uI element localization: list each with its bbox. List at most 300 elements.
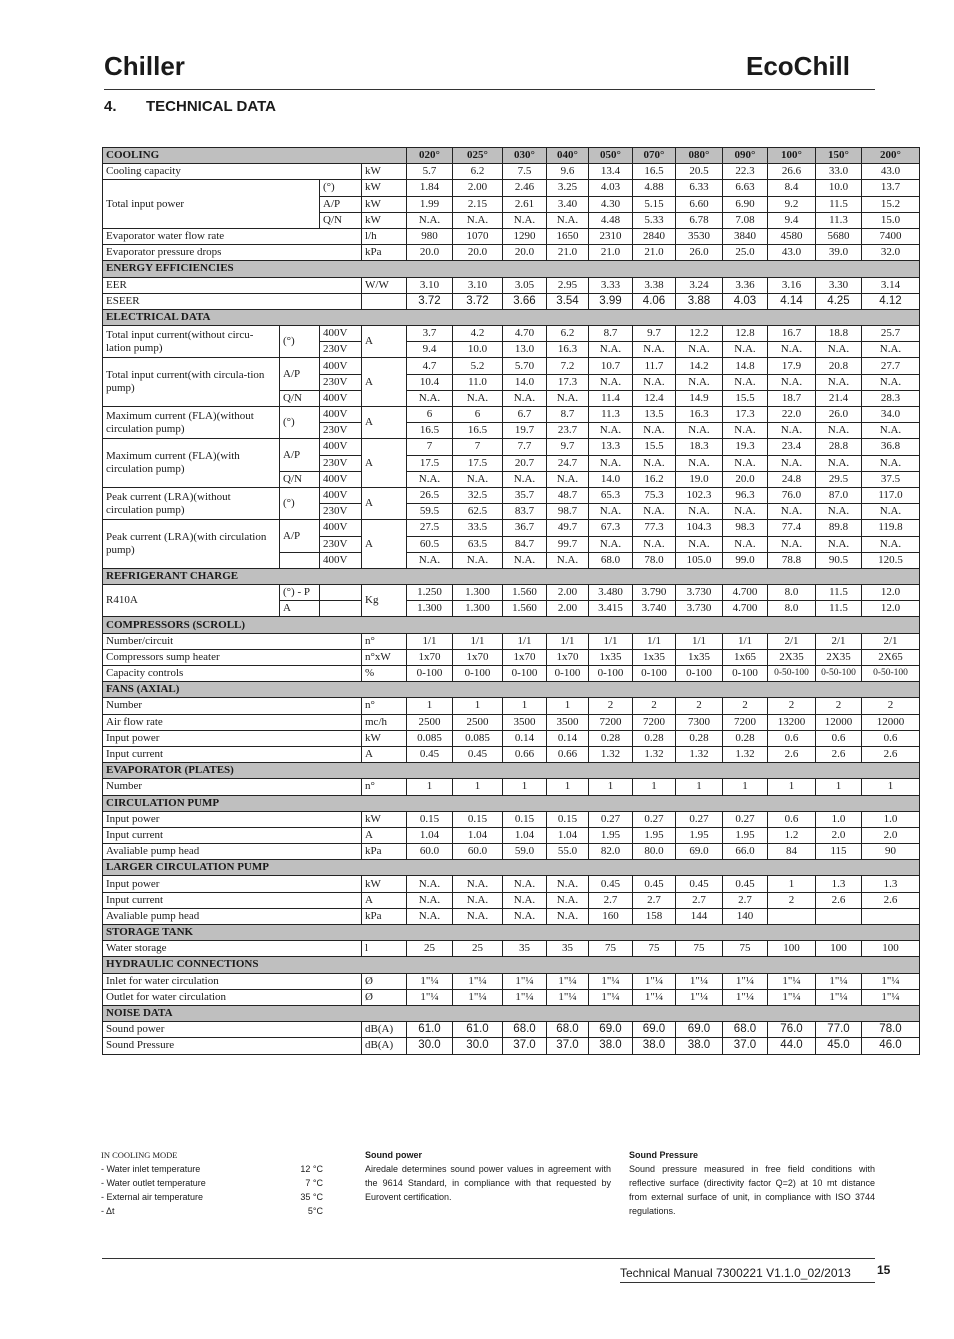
value-cell: 20.0 [407,245,453,261]
value-cell: 3.38 [633,277,676,293]
value-cell: 11.5 [816,601,862,617]
value-cell: 2.00 [453,180,503,196]
value-cell: N.A. [547,390,589,406]
row-label-cell: kW [362,876,407,892]
value-cell: N.A. [768,504,816,520]
value-cell: 6.33 [676,180,723,196]
value-cell: 9.6 [547,164,589,180]
row-label-cell: Number/circuit [103,633,362,649]
table-row [103,779,920,795]
value-cell: N.A. [453,471,503,487]
value-cell: 0-100 [676,666,723,682]
value-cell: 25.0 [723,245,768,261]
value-cell: 67.3 [589,520,633,536]
header-product-type: Chiller [104,51,185,81]
value-cell: 1 [547,779,589,795]
value-cell: 28.8 [816,439,862,455]
value-cell: 8.7 [589,326,633,342]
model-header: 150° [816,148,862,164]
value-cell: N.A. [816,423,862,439]
value-cell: 1.32 [589,746,633,762]
section-header-row [103,763,920,779]
value-cell: 100 [862,941,920,957]
value-cell: 0.28 [633,730,676,746]
model-header: 030° [503,148,547,164]
value-cell: 6 [407,407,453,423]
header-product-name: EcoChill [745,51,850,81]
value-cell: 3.40 [547,196,589,212]
cooling-mode-title: IN COOLING MODE [101,1150,178,1160]
value-cell: 96.3 [723,487,768,503]
value-cell: 2.6 [862,892,920,908]
value-cell: 2.15 [453,196,503,212]
section-header-label: NOISE DATA [103,1005,920,1021]
value-cell: 15.2 [862,196,920,212]
section-header-label: REFRIGERANT CHARGE [103,568,920,584]
table-row [103,649,920,665]
value-cell: 2500 [407,714,453,730]
value-cell: N.A. [768,423,816,439]
value-cell: 1 [453,698,503,714]
value-cell: 1.32 [723,746,768,762]
value-cell: N.A. [723,374,768,390]
value-cell: N.A. [768,342,816,358]
row-label-cell: (°) - P [280,585,320,601]
value-cell: 1.560 [503,601,547,617]
value-cell: 1 [768,779,816,795]
value-cell: 1"¼ [676,973,723,989]
value-cell: 1 [676,779,723,795]
value-cell: N.A. [862,374,920,390]
cooling-condition-row [101,1162,323,1176]
row-label-cell: Q/N [320,212,362,228]
value-cell: 38.0 [589,1038,633,1054]
value-cell: 76.0 [768,1022,816,1038]
row-label-cell: 230V [320,423,362,439]
value-cell: 1.250 [407,585,453,601]
row-label-cell: l [362,941,407,957]
value-cell: 17.9 [768,358,816,374]
value-cell: 2.00 [547,585,589,601]
value-cell: 102.3 [676,487,723,503]
sound-power-text: Airedale determines sound power values in agreement with the 9614 Standard, in compliance with that requested by Eurovent certification. [365,1164,611,1202]
table-row [103,487,920,503]
value-cell: 21.4 [816,390,862,406]
row-label-cell: 400V [320,520,362,536]
value-cell: 0.27 [676,811,723,827]
value-cell: 38.0 [633,1038,676,1054]
value-cell: 30.0 [453,1038,503,1054]
row-label-cell: A/P [280,439,320,471]
value-cell: N.A. [862,504,920,520]
value-cell: 0-100 [503,666,547,682]
row-label-cell: Maximum current (FLA)(without circulation pump) [103,407,280,439]
row-label-cell: Inlet for water circulation [103,973,362,989]
table-row [103,746,920,762]
value-cell: 4.7 [407,358,453,374]
value-cell: 2X65 [862,649,920,665]
value-cell: 3.740 [633,601,676,617]
value-cell: 1"¼ [723,989,768,1005]
value-cell: 12.0 [862,585,920,601]
row-label-cell: 230V [320,374,362,390]
value-cell: 20.0 [503,245,547,261]
value-cell: 0.28 [723,730,768,746]
value-cell: 19.3 [723,439,768,455]
table-row [103,180,920,196]
cooling-condition-row [101,1176,323,1190]
value-cell: 1 [633,779,676,795]
value-cell: 1x70 [503,649,547,665]
row-label-cell: A [362,407,407,439]
value-cell: N.A. [547,552,589,568]
row-label-cell: kW [362,212,407,228]
value-cell: 0-50-100 [816,666,862,682]
value-cell: 14.9 [676,390,723,406]
table-row [103,1038,920,1054]
value-cell: 19.7 [503,423,547,439]
value-cell: 22.0 [768,407,816,423]
table-row [103,439,920,455]
value-cell: N.A. [453,908,503,924]
value-cell: 61.0 [453,1022,503,1038]
value-cell: 0.45 [676,876,723,892]
value-cell: 0.45 [453,746,503,762]
value-cell: 2.46 [503,180,547,196]
row-label-cell: 400V [320,439,362,455]
value-cell: 1"¼ [768,989,816,1005]
value-cell: 69.0 [633,1022,676,1038]
table-row [103,730,920,746]
value-cell: 60.0 [407,844,453,860]
value-cell: 25 [407,941,453,957]
value-cell: 1 [547,698,589,714]
section-header-label: COOLING [103,148,407,164]
value-cell: 3.730 [676,601,723,617]
value-cell: 4.03 [589,180,633,196]
value-cell: 11.3 [816,212,862,228]
value-cell: 0.15 [407,811,453,827]
value-cell: 21.0 [547,245,589,261]
value-cell: N.A. [407,212,453,228]
value-cell: 37.5 [862,471,920,487]
section-header-label: HYDRAULIC CONNECTIONS [103,957,920,973]
value-cell: 12.4 [633,390,676,406]
row-label-cell: mc/h [362,714,407,730]
value-cell: 1"¼ [453,989,503,1005]
value-cell: 0-100 [547,666,589,682]
value-cell: 14.2 [676,358,723,374]
value-cell: 1"¼ [407,973,453,989]
value-cell: 84.7 [503,536,547,552]
value-cell: 117.0 [862,487,920,503]
value-cell: 75 [589,941,633,957]
row-label-cell: Maximum current (FLA)(with circulation pump) [103,439,280,488]
value-cell: 3530 [676,228,723,244]
model-header: 040° [547,148,589,164]
row-label-cell: n° [362,633,407,649]
value-cell: 2310 [589,228,633,244]
row-label-cell: dB(A) [362,1022,407,1038]
value-cell: 6.2 [547,326,589,342]
value-cell: 25 [453,941,503,957]
model-header: 070° [633,148,676,164]
value-cell: 6.90 [723,196,768,212]
value-cell: N.A. [589,536,633,552]
row-label-cell: Input power [103,811,362,827]
value-cell: 2.7 [723,892,768,908]
value-cell: 60.5 [407,536,453,552]
value-cell: 3840 [723,228,768,244]
row-label-cell: Peak current (LRA)(with circulation pump) [103,520,280,569]
value-cell: 34.0 [862,407,920,423]
row-label-cell: A/P [280,520,320,552]
value-cell: 1.32 [633,746,676,762]
value-cell: 69.0 [589,1022,633,1038]
row-label-cell: Evaporator water flow rate [103,228,362,244]
value-cell: 0-100 [633,666,676,682]
row-label-cell: A [362,439,407,488]
value-cell: N.A. [407,471,453,487]
row-label-cell: (°) [280,487,320,519]
value-cell: 0.15 [503,811,547,827]
model-header: 080° [676,148,723,164]
section-header-row [103,795,920,811]
value-cell: 1 [816,779,862,795]
row-label-cell: Cooling capacity [103,164,362,180]
value-cell: 10.4 [407,374,453,390]
section-number: 4. [104,98,117,115]
value-cell: 3.30 [816,277,862,293]
value-cell: 3.72 [453,293,503,309]
row-label-cell: kW [362,811,407,827]
row-label-cell: Input power [103,876,362,892]
value-cell: 1.300 [453,601,503,617]
row-label-cell: n° [362,779,407,795]
value-cell: 24.7 [547,455,589,471]
row-label-cell: ESEER [103,293,362,309]
value-cell: N.A. [453,390,503,406]
value-cell: 33.5 [453,520,503,536]
sound-pressure-text: Sound pressure measured in free field conditions with reflective surface (directivity factor Q=2) at 10 mt distance from external surface of unit, in compliance with ISO 3744 regulations. [629,1164,875,1216]
value-cell: 21.0 [589,245,633,261]
value-cell: 2.6 [862,746,920,762]
value-cell: 1.32 [676,746,723,762]
sound-pressure-note [629,1148,875,1218]
row-label-cell: Ø [362,973,407,989]
table-row [103,277,920,293]
value-cell: 7300 [676,714,723,730]
value-cell: 16.2 [633,471,676,487]
condition-label: - Water inlet temperature [101,1164,201,1174]
value-cell: 69.0 [676,844,723,860]
section-header-label: EVAPORATOR (PLATES) [103,763,920,779]
value-cell: 3.66 [503,293,547,309]
value-cell: 2/1 [816,633,862,649]
value-cell: 2.7 [633,892,676,908]
value-cell: N.A. [589,504,633,520]
value-cell: 0.45 [407,746,453,762]
table-row [103,908,920,924]
condition-label: - Water outlet temperature [101,1178,206,1188]
value-cell [768,908,816,924]
row-label-cell: Evaporator pressure drops [103,245,362,261]
row-label-cell: kPa [362,908,407,924]
value-cell: 0.14 [547,730,589,746]
value-cell: 1.2 [768,827,816,843]
value-cell: 9.2 [768,196,816,212]
value-cell: 0.66 [503,746,547,762]
value-cell: 37.0 [547,1038,589,1054]
value-cell: 13.4 [589,164,633,180]
value-cell: N.A. [723,342,768,358]
value-cell: 7200 [723,714,768,730]
value-cell: 0.45 [589,876,633,892]
value-cell: N.A. [633,374,676,390]
value-cell: 3.10 [453,277,503,293]
value-cell [862,908,920,924]
value-cell: 105.0 [676,552,723,568]
value-cell: 3.730 [676,585,723,601]
value-cell: 5.70 [503,358,547,374]
value-cell: 7200 [633,714,676,730]
value-cell: 66.0 [723,844,768,860]
value-cell: 1.04 [453,827,503,843]
value-cell: N.A. [407,892,453,908]
row-label-cell: A [362,892,407,908]
value-cell: 6.2 [453,164,503,180]
value-cell: 24.8 [768,471,816,487]
value-cell: 7 [407,439,453,455]
value-cell: 90.5 [816,552,862,568]
table-row [103,633,920,649]
value-cell: 119.8 [862,520,920,536]
value-cell: 160 [589,908,633,924]
row-label-cell: 400V [320,358,362,374]
section-header-label: LARGER CIRCULATION PUMP [103,860,920,876]
value-cell: 1/1 [589,633,633,649]
value-cell: 78.0 [633,552,676,568]
value-cell: N.A. [589,342,633,358]
value-cell: 11.5 [816,585,862,601]
row-label-cell: A [362,520,407,569]
value-cell: 17.3 [723,407,768,423]
value-cell: 1x35 [633,649,676,665]
row-label-cell: Number [103,698,362,714]
condition-value: 7 °C [305,1178,323,1188]
value-cell: 4.03 [723,293,768,309]
value-cell: N.A. [547,471,589,487]
value-cell: 7.7 [503,439,547,455]
value-cell: 14.8 [723,358,768,374]
section-title: TECHNICAL DATA [146,98,276,115]
value-cell: N.A. [816,374,862,390]
value-cell: 75 [633,941,676,957]
row-label-cell: A [362,827,407,843]
value-cell: 1.300 [453,585,503,601]
value-cell: 1.300 [407,601,453,617]
section-heading [104,98,276,115]
model-header: 020° [407,148,453,164]
value-cell: 7.2 [547,358,589,374]
value-cell: 1.84 [407,180,453,196]
value-cell: 4.700 [723,601,768,617]
value-cell: 35 [503,941,547,957]
value-cell: 20.0 [453,245,503,261]
row-label-cell: Outlet for water circulation [103,989,362,1005]
value-cell: 60.0 [453,844,503,860]
value-cell: 115 [816,844,862,860]
value-cell: 45.0 [816,1038,862,1054]
value-cell: 0.6 [768,730,816,746]
value-cell: 2.6 [816,892,862,908]
row-label-cell: Sound Pressure [103,1038,362,1054]
value-cell: N.A. [768,455,816,471]
value-cell: 1"¼ [676,989,723,1005]
value-cell: 83.7 [503,504,547,520]
row-label-cell: A/P [320,196,362,212]
value-cell: N.A. [547,876,589,892]
value-cell: N.A. [503,908,547,924]
row-label-cell: kPa [362,844,407,860]
value-cell: 2.95 [547,277,589,293]
value-cell: 16.3 [547,342,589,358]
condition-value: 12 °C [300,1164,323,1174]
value-cell: 18.8 [816,326,862,342]
value-cell: 1/1 [503,633,547,649]
value-cell: 16.7 [768,326,816,342]
model-header: 090° [723,148,768,164]
value-cell: 7.08 [723,212,768,228]
value-cell: 1x70 [453,649,503,665]
table-row [103,245,920,261]
value-cell: N.A. [503,390,547,406]
value-cell: 980 [407,228,453,244]
value-cell: 35 [547,941,589,957]
value-cell: 11.7 [633,358,676,374]
value-cell: 2.6 [816,746,862,762]
condition-value: 35 °C [300,1192,323,1202]
section-header-row [103,1005,920,1021]
value-cell: 0.28 [676,730,723,746]
footer-manual-reference: Technical Manual 7300221 V1.1.0_02/2013 [620,1266,851,1280]
value-cell: 26.0 [816,407,862,423]
value-cell: 44.0 [768,1038,816,1054]
value-cell: 4.70 [503,326,547,342]
cooling-mode-notes [101,1148,323,1218]
value-cell: 0.085 [407,730,453,746]
row-label-cell: 400V [320,487,362,503]
value-cell: 1"¼ [816,989,862,1005]
value-cell: N.A. [633,536,676,552]
table-row [103,973,920,989]
value-cell: N.A. [816,455,862,471]
value-cell: 33.0 [816,164,862,180]
row-label-cell: Sound power [103,1022,362,1038]
row-label-cell: Ø [362,989,407,1005]
value-cell: 32.5 [453,487,503,503]
value-cell: 0.6 [862,730,920,746]
row-label-cell: Q/N [280,471,320,487]
row-label-cell: Number [103,779,362,795]
value-cell: 140 [723,908,768,924]
value-cell: 4.88 [633,180,676,196]
value-cell: 26.0 [676,245,723,261]
value-cell: 1"¼ [589,973,633,989]
value-cell: 2 [816,698,862,714]
section-header-row [103,860,920,876]
value-cell: 19.0 [676,471,723,487]
